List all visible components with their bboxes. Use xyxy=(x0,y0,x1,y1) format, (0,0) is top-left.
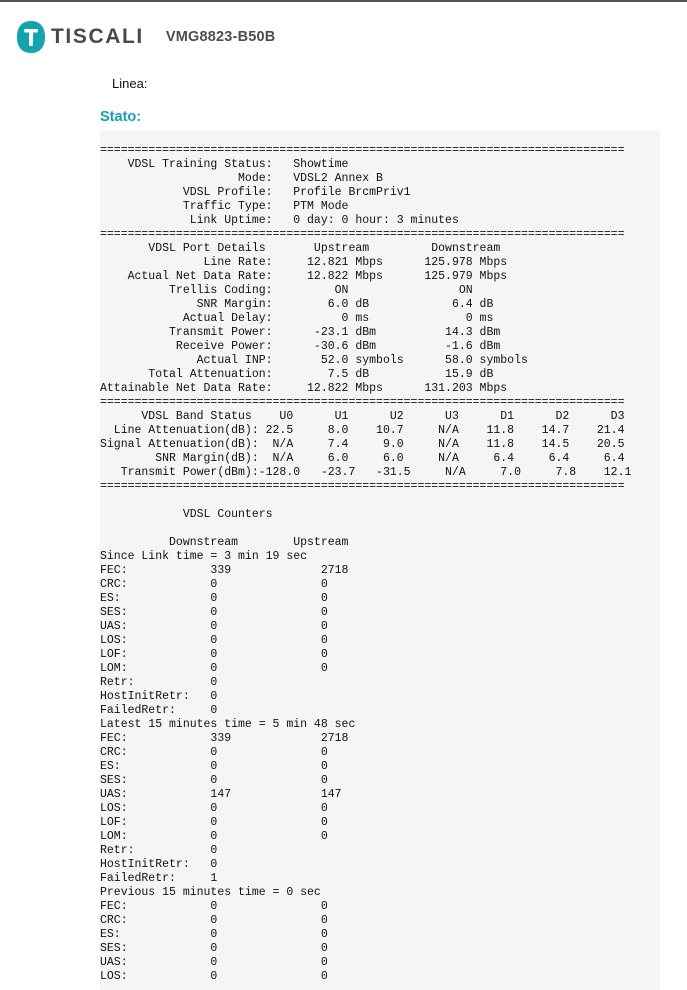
status-line: ============================================================================ xyxy=(100,144,625,157)
status-line: Previous 15 minutes time = 0 sec xyxy=(100,886,321,899)
status-line: Trellis Coding: ON ON xyxy=(100,284,473,297)
status-line: UAS: 0 0 xyxy=(100,620,328,633)
top-border xyxy=(0,0,687,2)
status-line: SES: 0 0 xyxy=(100,606,328,619)
status-line: UAS: 0 0 xyxy=(100,956,328,969)
status-line: VDSL Band Status U0 U1 U2 U3 D1 D2 D3 xyxy=(100,410,625,423)
status-line: LOF: 0 0 xyxy=(100,648,328,661)
brand-name: TISCALI xyxy=(51,25,144,48)
status-line: Signal Attenuation(dB): N/A 7.4 9.0 N/A 11.8 14.5 20.5 xyxy=(100,438,625,451)
status-line: FailedRetr: 1 xyxy=(100,872,218,885)
status-line: FailedRetr: 0 xyxy=(100,704,218,717)
status-line: LOS: 0 0 xyxy=(100,634,328,647)
status-line: Link Uptime: 0 day: 0 hour: 3 minutes xyxy=(100,214,459,227)
status-line: Actual Delay: 0 ms 0 ms xyxy=(100,312,494,325)
status-line: Latest 15 minutes time = 5 min 48 sec xyxy=(100,718,356,731)
status-line: ES: 0 0 xyxy=(100,592,328,605)
status-line: SNR Margin: 6.0 dB 6.4 dB xyxy=(100,298,494,311)
status-line: Since Link time = 3 min 19 sec xyxy=(100,550,308,563)
status-line: ============================================================================ xyxy=(100,480,625,493)
status-line: SNR Margin(dB): N/A 6.0 6.0 N/A 6.4 6.4 6.4 xyxy=(100,452,625,465)
status-line: Retr: 0 xyxy=(100,676,218,689)
status-line: Attainable Net Data Rate: 12.822 Mbps 131.203 Mbps xyxy=(100,382,508,395)
status-line: Downstream Upstream xyxy=(100,536,349,549)
status-line: VDSL Profile: Profile BrcmPriv1 xyxy=(100,186,411,199)
status-line: Transmit Power: -23.1 dBm 14.3 dBm xyxy=(100,326,501,339)
status-line: LOM: 0 0 xyxy=(100,662,328,675)
status-line: Line Attenuation(dB): 22.5 8.0 10.7 N/A 11.8 14.7 21.4 xyxy=(100,424,625,437)
status-line: FEC: 339 2718 xyxy=(100,732,349,745)
status-line: VDSL Port Details Upstream Downstream xyxy=(100,242,501,255)
device-model: VMG8823-B50B xyxy=(165,29,276,45)
status-line: VDSL Counters xyxy=(100,508,273,521)
status-line: ============================================================================ xyxy=(100,228,625,241)
status-line: SES: 0 0 xyxy=(100,942,328,955)
status-text xyxy=(100,130,660,984)
status-line: LOF: 0 0 xyxy=(100,816,328,829)
status-line: SES: 0 0 xyxy=(100,774,328,787)
status-line: ES: 0 0 xyxy=(100,928,328,941)
line-label: Linea: xyxy=(112,76,148,91)
status-panel xyxy=(100,130,660,990)
status-line: ============================================================================ xyxy=(100,396,625,409)
status-line: HostInitRetr: 0 xyxy=(100,858,218,871)
status-line: Transmit Power(dBm):-128.0 -23.7 -31.5 N/A 7.0 7.8 12.1 xyxy=(100,466,632,479)
status-line: FEC: 0 0 xyxy=(100,900,328,913)
status-line: LOS: 0 0 xyxy=(100,802,328,815)
status-line: Retr: 0 xyxy=(100,844,218,857)
header xyxy=(16,19,275,55)
section-title: Stato: xyxy=(100,109,142,125)
status-line: Traffic Type: PTM Mode xyxy=(100,200,349,213)
status-line: CRC: 0 0 xyxy=(100,746,328,759)
status-line: VDSL Training Status: Showtime xyxy=(100,158,349,171)
status-line: Mode: VDSL2 Annex B xyxy=(100,172,383,185)
status-line: Total Attenuation: 7.5 dB 15.9 dB xyxy=(100,368,494,381)
status-line: FEC: 339 2718 xyxy=(100,564,349,577)
status-line: LOM: 0 0 xyxy=(100,830,328,843)
status-line: CRC: 0 0 xyxy=(100,914,328,927)
status-line: Actual Net Data Rate: 12.822 Mbps 125.979 Mbps xyxy=(100,270,508,283)
status-line: LOS: 0 0 xyxy=(100,970,328,983)
status-line: Actual INP: 52.0 symbols 58.0 symbols xyxy=(100,354,528,367)
status-line: CRC: 0 0 xyxy=(100,578,328,591)
status-line: ES: 0 0 xyxy=(100,760,328,773)
status-line: Line Rate: 12.821 Mbps 125.978 Mbps xyxy=(100,256,508,269)
tiscali-logo-icon xyxy=(16,20,46,54)
status-line: HostInitRetr: 0 xyxy=(100,690,218,703)
status-line: Receive Power: -30.6 dBm -1.6 dBm xyxy=(100,340,501,353)
status-line: UAS: 147 147 xyxy=(100,788,342,801)
